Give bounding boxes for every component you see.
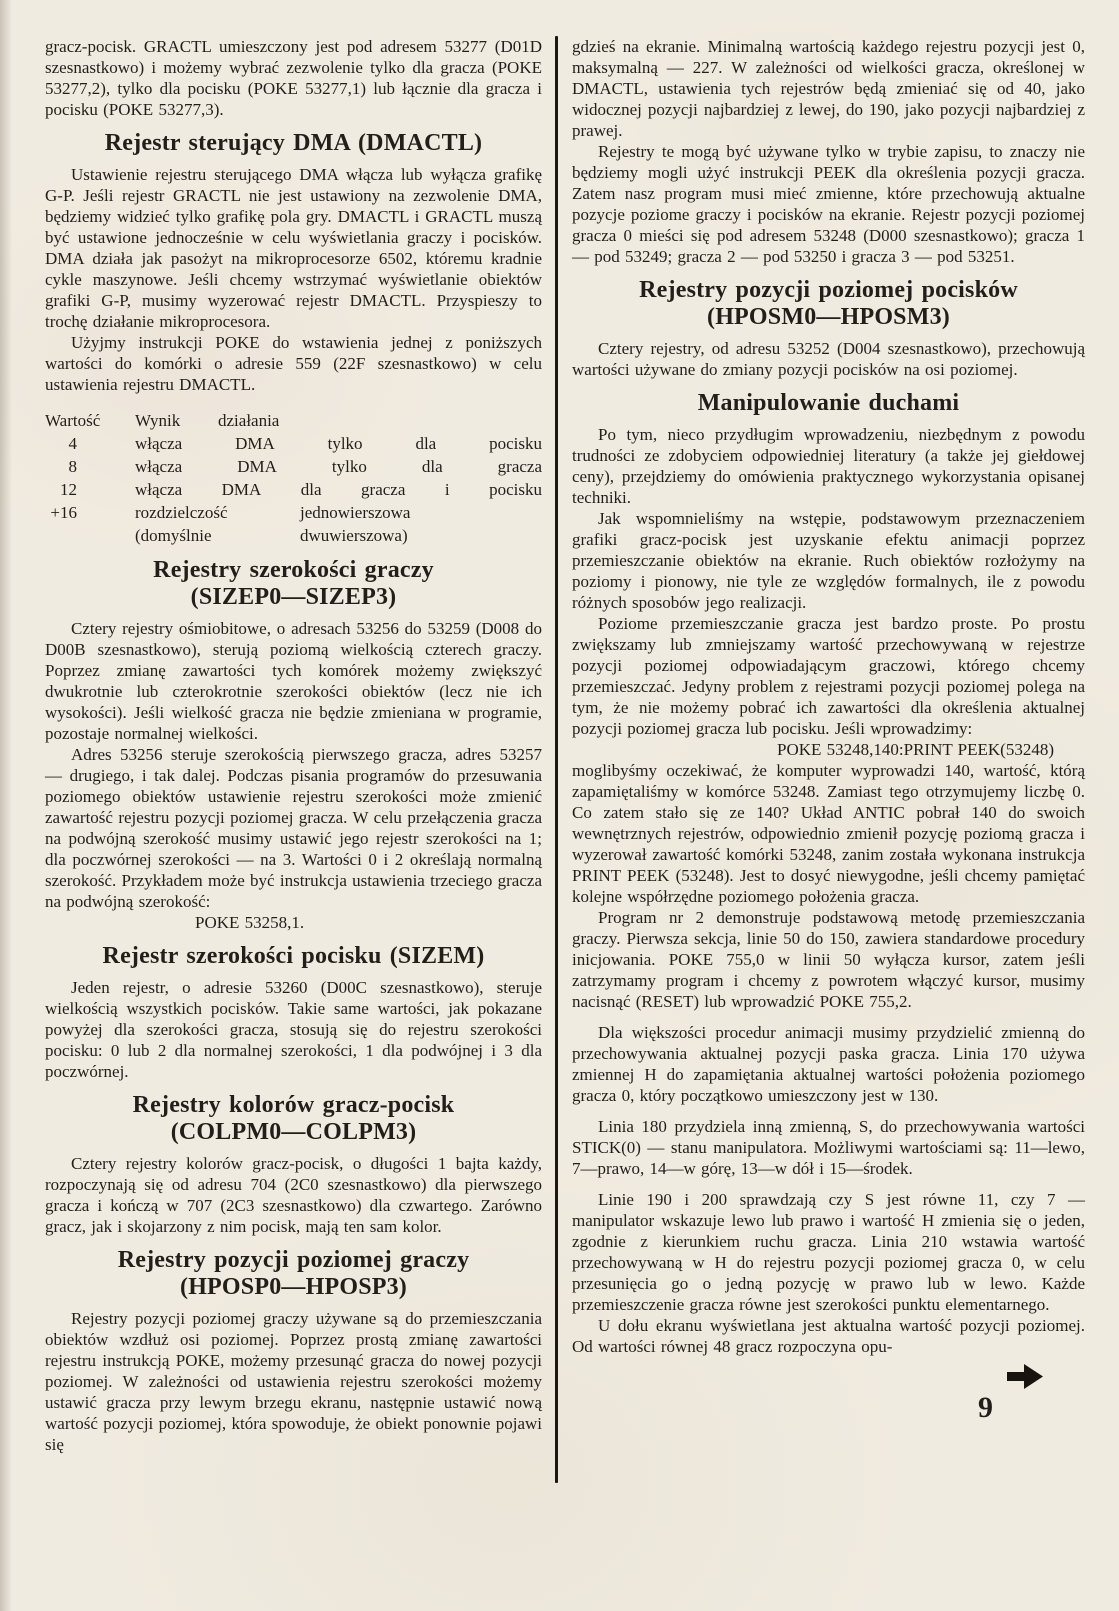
table-cell: Wynik (135, 411, 181, 430)
section-heading-colpm (45, 1092, 542, 1146)
table-cell: gracza (497, 457, 542, 476)
table-cell: gracza (361, 480, 406, 499)
heading-text: Rejestry szerokości graczy (153, 557, 434, 583)
paragraph: Adres 53256 steruje szerokością pierwszego gracza, adres 53257 — drugiego, i tak dalej. Podczas pisania programów do przesuwania poziomego obiektów ustawienie rejestru szerokości może zmienić zawartość rejestru pozycji poziomej gracza. W celu przełączenia gracza na podwójną szerokość musimy ustawić jego rejestr szerokości na 1; dla poczwórnej szerokości — na 3. Wartości 0 i 2 określają normalną szerokość. Przykładem może być instrukcja ustawienia trzeciego gracza na podwójną szerokość: (45, 745, 542, 911)
section-heading-sizep (45, 557, 542, 611)
paragraph: moglibyśmy oczekiwać, że komputer wyprowadzi 140, wartość, którą zapamiętaliśmy w komórce 53248. Zamiast tego otrzymujemy liczbę 0. Co zatem stało się ze 140? Układ ANTIC pobrał 140 do swoich wewnętrznych rejestrów, odpowiednio zmienił pozycję poziomą gracza i wyzerował zawartość komórki 53248, zanim została wykonana instrukcja PRINT PEEK (53248). Jest to dosyć niewygodne, jeśli chcemy pamiętać kolejne współrzędne poziomego położenia gracza. (572, 761, 1085, 906)
paragraph: Rejestry pozycji poziomej graczy używane są do przemieszczania obiektów wzdłuż osi poziomej. Poprzez prostą zmianę zawartości rejestru instrukcją POKE, możemy przesunąć gracza do nowej pozycji poziomej. W zależności od ustawienia rejestru szerokości możemy ustawić gracza przy lewym brzegu ekranu, następnie ustawić nową wartość pozycji poziomej, która spowoduje, że obiekt ponownie pojawi się (45, 1309, 542, 1454)
table-row-cells (135, 478, 542, 501)
page-content (45, 36, 1085, 1611)
table-cell: pocisku (489, 434, 542, 453)
paragraph: Po tym, nieco przydługim wprowadzeniu, niezbędnym z powodu trudności ze zdobyciem odpowiedniej literatury (a także jej giełdowej ceny), przejdziemy do omówienia praktycznego wykorzystania opisanej techniki. (572, 425, 1085, 507)
paragraph: Rejestry te mogą być używane tylko w trybie zapisu, to znaczy nie będziemy mogli użyć instrukcji PEEK dla określenia pozycji gracza. Zatem nasz program musi mieć zmienne, które przechowują aktualne pozycje poziome graczy i pocisków na ekranie. Rejestr pozycji poziomej gracza 0 mieści się pod adresem 53248 (D000 szesnastkowo); gracza 1 — pod 53249; gracza 2 — pod 53250 i gracza 3 — pod 53251. (572, 142, 1085, 266)
table-cell: tylko (331, 457, 367, 476)
section-heading-dmactl (45, 130, 542, 157)
heading-subtext: (COLPM0—COLPM3) (170, 1119, 417, 1145)
heading-text: Rejestr szerokości pocisku (SIZEM) (102, 943, 485, 969)
dmactl-values-table (45, 409, 542, 547)
paragraph: Użyjmy instrukcji POKE do wstawienia jednej z poniższych wartości do komórki o adresie 559 (22F szesnastkowo) w celu ustawienia rejestru DMACTL. (45, 333, 542, 394)
continuation-marker (572, 1363, 1085, 1423)
paragraph: U dołu ekranu wyświetlana jest aktualna wartość pozycji poziomej. Od wartości równej 48 gracz rozpoczyna opu- (572, 1316, 1085, 1356)
table-cell: dla (415, 434, 437, 453)
paragraph: Linie 190 i 200 sprawdzają czy S jest równe 11, czy 7 — manipulator wskazuje lewo lub prawo i wartość H zmienia się o jeden, zgodnie z kierunkiem ruchu gracza. Linia 210 wstawia wartość przechowywaną w H do rejestru pozycji poziomej gracza 0, w celu przesunięcia go o jedną pozycję w prawo lub w lewo. Każde przemieszczenie gracza równe jest szerokości punktu elementarnego. (572, 1190, 1085, 1314)
table-cell-empty (45, 524, 77, 547)
heading-text: Rejestry kolorów gracz-pocisk (132, 1092, 455, 1118)
table-row (45, 501, 542, 524)
heading-text: Rejestr sterujący DMA (DMACTL) (104, 130, 483, 156)
code-line: POKE 53258,1. (195, 913, 305, 932)
paragraph-continued: gracz-pocisk. GRACTL umieszczony jest pod adresem 53277 (D01D szesnastkowo) i możemy wybrać zezwolenie tylko dla gracza (POKE 53277,2), tylko dla pocisku (POKE 53277,1) lub łącznie dla gracza i pocisku (POKE 53277,3). (45, 37, 542, 119)
section-heading-hposm (572, 277, 1085, 331)
table-cell: włącza (135, 434, 183, 453)
table-cell: DMA (221, 480, 262, 499)
heading-text: Rejestry pozycji poziomej graczy (117, 1247, 470, 1273)
table-cell: Wartość (45, 411, 101, 430)
table-cell: tylko (327, 434, 363, 453)
code-line: POKE 53248,140:PRINT PEEK(53248) (777, 740, 1054, 759)
table-row (45, 478, 542, 501)
table-cell: rozdzielczość (135, 503, 228, 522)
table-cell: dwuwierszowa) (300, 526, 408, 545)
table-cell-value: 4 (68, 434, 77, 453)
table-row-cells (135, 455, 542, 478)
table-row (45, 455, 542, 478)
table-cell: (domyślnie (135, 526, 212, 545)
paragraph: Poziome przemieszczanie gracza jest bardzo proste. Po prostu zwiększamy lub zmniejszamy wartość przechowywaną w rejestrze pozycji poziomej odpowiadającym graczowi, którego chcemy przemieszczać. Jedyny problem z rejestrami pozycji poziomej polega na tym, że nie możemy pobrać ich zawartości dla określenia aktualnej pozycji poziomej gracza lub pocisku. Jeśli wprowadzimy: (572, 614, 1085, 738)
right-column (572, 36, 1085, 1423)
table-cell: działania (218, 411, 280, 430)
left-column (45, 36, 542, 1455)
paragraph: Cztery rejestry ośmiobitowe, o adresach 53256 do 53259 (D008 do D00B szesnastkowo), sterują poziomą wielkością czterech graczy. Poprzez zmianę zawartości tych komórek możemy zwiększyć dwukrotnie lub czterokrotnie szerokości obiektów (lecz nie ich wysokości). Jeśli wielkość gracza nie będzie zmieniana w programie, pozostaje normalnej wielkości. (45, 619, 542, 743)
table-cell: jednowierszowa (300, 503, 411, 522)
table-header-row (45, 409, 542, 432)
continued-right-arrow-icon (1005, 1363, 1045, 1390)
heading-subtext: (HPOSM0—HPOSM3) (707, 304, 950, 330)
table-cell: dla (421, 457, 443, 476)
table-cell-value: +16 (50, 503, 77, 522)
table-cell: włącza (135, 457, 183, 476)
table-cell: DMA (235, 434, 275, 453)
table-cell: pocisku (489, 480, 542, 499)
section-heading-duchy (572, 390, 1085, 417)
paragraph: Linia 180 przydziela inną zmienną, S, do przechowywania wartości STICK(0) — stanu manipulatora. Możliwymi wartościami są: 11—lewo, 7—prawo, 14—w górę, 13—w dół i 15—środek. (572, 1117, 1085, 1178)
heading-text: Manipulowanie duchami (697, 390, 960, 416)
table-cell: i (444, 480, 450, 499)
section-heading-hposp (45, 1247, 542, 1301)
section-heading-sizem (45, 943, 542, 970)
paragraph: Jak wspomnieliśmy na wstępie, podstawowym przeznaczeniem grafiki gracz-pocisk jest uzyskanie efektu animacji poprzez przemieszczanie obiektów na ekranie. Ruch obiektów rozłożymy na poziomy i pionowy, nie tyle ze względów formalnych, ile z powodu różnych sposobów jego realizacji. (572, 509, 1085, 612)
paragraph: Cztery rejestry kolorów gracz-pocisk, o długości 1 bajta każdy, rozpoczynają się od adresu 704 (2C0 szesnastkowo) dla pierwszego gracza i kończą w 707 (2C3 szesnastkowo) dla czwartego. Zarówno gracz, jak i skojarzony z nim pocisk, mają ten sam kolor. (45, 1154, 542, 1236)
column-divider-rule (555, 36, 558, 1483)
table-cell: włącza (135, 480, 183, 499)
table-row (45, 524, 542, 547)
table-cell: DMA (237, 457, 277, 476)
paragraph: Cztery rejestry, od adresu 53252 (D004 szesnastkowo), przechowują wartości używane do zmiany pozycji pocisków na osi poziomej. (572, 339, 1085, 379)
paragraph: Jeden rejestr, o adresie 53260 (D00C szesnastkowo), steruje wielkością wszystkich pocisków. Takie same wartości, jak pokazane powyżej dla szerokości gracza, stosują się do rejestru szerokości pocisku: 0 lub 2 dla normalnej szerokości, 1 dla podwójnej i 3 dla poczwórnej. (45, 978, 542, 1081)
paragraph: Ustawienie rejestru sterującego DMA włącza lub wyłącza grafikę G-P. Jeśli rejestr GRACTL nie jest ustawiony na zezwolenie DMA, będziemy widzieć tylko grafikę pola gry. DMACTL i GRACTL muszą być ustawione jednocześnie w celu wyświetlania graczy i pocisków. DMA działa jak pasożyt na mikroprocesorze 6502, któremu kradnie cykle maszynowe. Jeśli chcemy wstrzymać wyświetlanie obiektów grafiki G-P, musimy wyzerować rejestr DMACTL. Przyspieszy to trochę działanie mikroprocesora. (45, 165, 542, 331)
page-number: 9 (978, 1391, 993, 1424)
paragraph: Program nr 2 demonstruje podstawową metodę przemieszczania graczy. Pierwsza sekcja, linie 50 do 150, zawiera standardowe procedury inicjowania. POKE 755,0 w linii 50 wyłącza kursor, zatem jeśli zatrzymamy program i chcemy z powrotem włączyć kursor, musimy nacisnąć (RESET) lub wprowadzić POKE 755,2. (572, 908, 1085, 1011)
heading-subtext: (HPOSP0—HPOSP3) (180, 1274, 407, 1300)
heading-text: Rejestry pozycji poziomej pocisków (639, 277, 1018, 303)
table-row (45, 432, 542, 455)
table-cell-value: 8 (68, 457, 77, 476)
heading-subtext: (SIZEP0—SIZEP3) (190, 584, 397, 610)
paragraph: Dla większości procedur animacji musimy przydzielić zmienną do przechowywania aktualnej pozycji paska gracza. Linia 170 używa zmiennej H do zapamiętania aktualnej wartości położenia poziomego gracza 0, który początkowo umieszczony jest w 130. (572, 1023, 1085, 1105)
table-row-cells (135, 432, 542, 455)
table-cell-value: 12 (60, 480, 77, 499)
table-cell: dla (300, 480, 322, 499)
paragraph-continued: gdzieś na ekranie. Minimalną wartością każdego rejestru pozycji jest 0, maksymalną — 227. W zależności od wielkości gracza, określonej w DMACTL, ustawienia tych rejestrów będą zmieniać się od 40, jako widocznej pozycji najbardziej z lewej, do 190, jako pozycji najbardziej z prawej. (572, 37, 1085, 140)
